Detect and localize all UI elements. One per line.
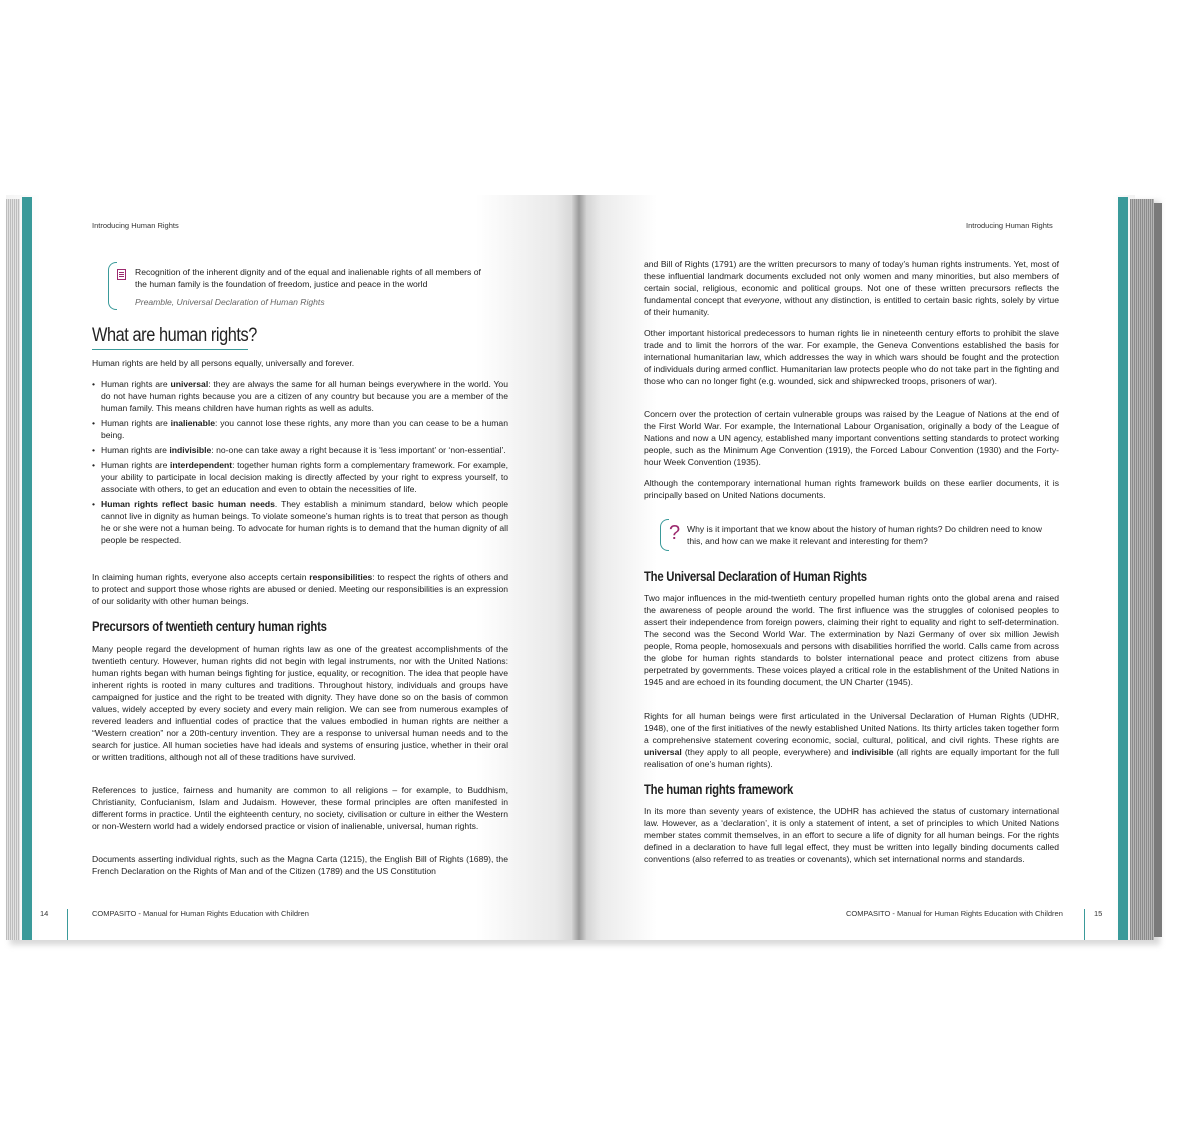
- section-heading-precursors: Precursors of twentieth century human rights: [92, 619, 327, 634]
- udhr-paragraph-2: Rights for all human beings were first articulated in the Universal Declaration of Human Rights (UDHR, 1948), one of the first initiatives of the newly established United Nations. Its thirty articles taken together form a comprehensive statement covering economic, social, cultural, political, and civil rights. These rights are universal (they apply to all people, everywhere) and indivisible (all rights are equally important for the full realisation of one’s human rights).: [644, 711, 1059, 769]
- quote-text: Recognition of the inherent dignity and of the equal and inalienable rights of all members of the human family is the foundation of freedom, justice and peace in the world: [135, 267, 481, 289]
- intro-paragraph: Human rights are held by all persons equally, universally and forever.: [92, 358, 355, 368]
- page-title: What are human rights?: [92, 325, 257, 346]
- left-footer-rule: [67, 909, 68, 940]
- framework-paragraph: In its more than seventy years of existence, the UDHR has achieved the status of customary international law. However, as a ‘declaration’, it is only a statement of intent, a set of principles to which United Nations member states commit themselves, in an effort to secure a life of dignity for all human beings. For the rights defined in a declaration to have full legal effect, they must be written into legally binding documents called conventions (also referred to as treaties or covenants), which set international norms and standards.: [644, 806, 1059, 864]
- list-item: • Human rights are indivisible: no-one can take away a right because it is ‘less important’ or ‘non-essential’.: [92, 444, 508, 456]
- quote-citation: Preamble, Universal Declaration of Human Rights: [135, 297, 325, 307]
- list-item: • Human rights reflect basic human needs. They establish a minimum standard, below which people cannot live in dignity as human beings. To violate someone’s human rights is to treat that person as though he or she were not a human being. To advocate for human rights is to demand that the human dignity of all people be respected.: [92, 498, 508, 546]
- right-cover-edge: [1118, 197, 1128, 940]
- bill-of-rights-paragraph: and Bill of Rights (1791) are the written precursors to many of today’s human rights instruments. Yet, most of these influential landmark documents excluded not only women and many minorities, but also members of certain social, religious, economic and political groups. Not one of these written precursors reflects the fundamental concept that everyone, without any distinction, is entitled to certain basic rights, solely by virtue of their humanity.: [644, 259, 1059, 317]
- left-cover-edge: [22, 197, 32, 940]
- right-running-header: Introducing Human Rights: [966, 221, 1053, 230]
- section-heading-framework: The human rights framework: [644, 782, 794, 797]
- list-item: • Human rights are inalienable: you cannot lose these rights, any more than you can cease to be a human being.: [92, 417, 508, 441]
- question-mark-icon: ?: [669, 522, 681, 544]
- humanitarian-law-paragraph: Other important historical predecessors to human rights lie in nineteenth century efforts to prohibit the slave trade and to limit the horrors of the war. For example, the Geneva Conventions established the basis for international humanitarian law, which addresses the way in which wars should be fought and the protection of individuals during armed conflict. Humanitarian law protects people who do not take part in the fighting and those who can no longer fight (e.g. wounded, sick and shipwrecked troops, prisoners of war).: [644, 328, 1059, 386]
- right-footer-rule: [1084, 909, 1085, 940]
- right-page-number: 15: [1094, 909, 1103, 918]
- reflection-question: Why is it important that we know about the history of human rights? Do children need to know this, and how can we make it relevant and interesting for them?: [687, 524, 1042, 546]
- question-bracket: [660, 519, 669, 551]
- precursors-paragraph-3: Documents asserting individual rights, such as the Magna Carta (1215), the English Bill of Rights (1689), the French Declaration on the Rights of Man and of the Citizen (1789) and the US Constitution: [92, 854, 508, 876]
- list-item: • Human rights are universal: they are always the same for all human beings everywhere in the world. You do not have human rights because you are a citizen of any country but because you are a member of the human family. This means children have human rights as well as adults.: [92, 378, 508, 414]
- list-item: • Human rights are interdependent: together human rights form a complementary framework. For example, your ability to participate in local decision making is directly affected by your right to express yourself, to associate with others, to get an education and even to obtain the necessities of life.: [92, 459, 508, 495]
- quote-bracket: [108, 262, 117, 310]
- right-footer-text: COMPASITO - Manual for Human Rights Education with Children: [846, 909, 1063, 918]
- section-heading-udhr: The Universal Declaration of Human Rights: [644, 569, 867, 584]
- title-underline: [92, 349, 248, 350]
- precursors-paragraph-2: References to justice, fairness and humanity are common to all religions – for example, to Buddhism, Christianity, Confucianism, Islam and Judaism. However, these formal principles are often manifested in different forms in practice. Until the eighteenth century, no society, civilisation or culture in either the Western or non-Western world had a widely endorsed practice or vision of inalienable, universal, human rights.: [92, 785, 508, 831]
- precursors-paragraph-1: Many people regard the development of human rights law as one of the greatest accomplishments of the twentieth century. However, human rights did not begin with legal instruments, nor with the United Nations: human rights began with human beings fighting for justice, equality, or recognition. The idea that people have inherent rights is rooted in many cultures and traditions. Throughout history, individuals and groups have campaigned for justice and the right to be treated with dignity. They have done so on the basis of common values, widely accepted by every society and every main religion. We can see from numerous examples of revered leaders and influential codes of practice that the values embodied in human rights are neither a “Western creation” nor a 20th-century invention. They are a response to universal human needs and to the search for justice. All human societies have had ideals and systems of ensuring justice, whether in their oral or written traditions, although not all of these traditions have survived.: [92, 644, 508, 762]
- responsibilities-paragraph: In claiming human rights, everyone also accepts certain responsibilities: to respect the rights of others and to protect and support those whose rights are abused or denied. Meeting our responsibilities is an expression of our solidarity with other human beings.: [92, 572, 508, 606]
- left-page-edges: [6, 199, 20, 940]
- right-cover-back: [1154, 203, 1162, 937]
- udhr-paragraph-1: Two major influences in the mid-twentieth century propelled human rights onto the global arena and raised the awareness of people around the world. The first influence was the struggles of colonised peoples to assert their independence from foreign powers, claiming their right to equality and right to self-determination. The second was the Second World War. The extermination by Nazi Germany of over six million Jewish people, Roma people, homosexuals and persons with disabilities horrified the world. Calls came from across the globe for human rights standards to bolster international peace and protect citizens from abuse perpetrated by governments. These voices played a critical role in the establishment of the United Nations in 1945 and are echoed in its founding document, the UN Charter (1945).: [644, 593, 1059, 687]
- document-icon: [117, 269, 126, 280]
- league-of-nations-paragraph: Concern over the protection of certain vulnerable groups was raised by the League of Nations at the end of the First World War. For example, the International Labour Organisation, originally a body of the League of Nations and now a UN agency, established many important conventions setting standards to protect working people, such as the Minimum Age Convention (1919), the Forced Labour Convention (1930) and the Forty-hour Week Convention (1935).: [644, 409, 1059, 467]
- book-gutter: [572, 195, 586, 940]
- rights-properties-list: [92, 378, 508, 549]
- un-documents-paragraph: Although the contemporary international human rights framework builds on these earlier documents, it is principally based on United Nations documents.: [644, 478, 1059, 500]
- right-page-edges: [1130, 199, 1154, 940]
- left-footer-text: COMPASITO - Manual for Human Rights Education with Children: [92, 909, 309, 918]
- left-page-number: 14: [40, 909, 49, 918]
- left-running-header: Introducing Human Rights: [92, 221, 179, 230]
